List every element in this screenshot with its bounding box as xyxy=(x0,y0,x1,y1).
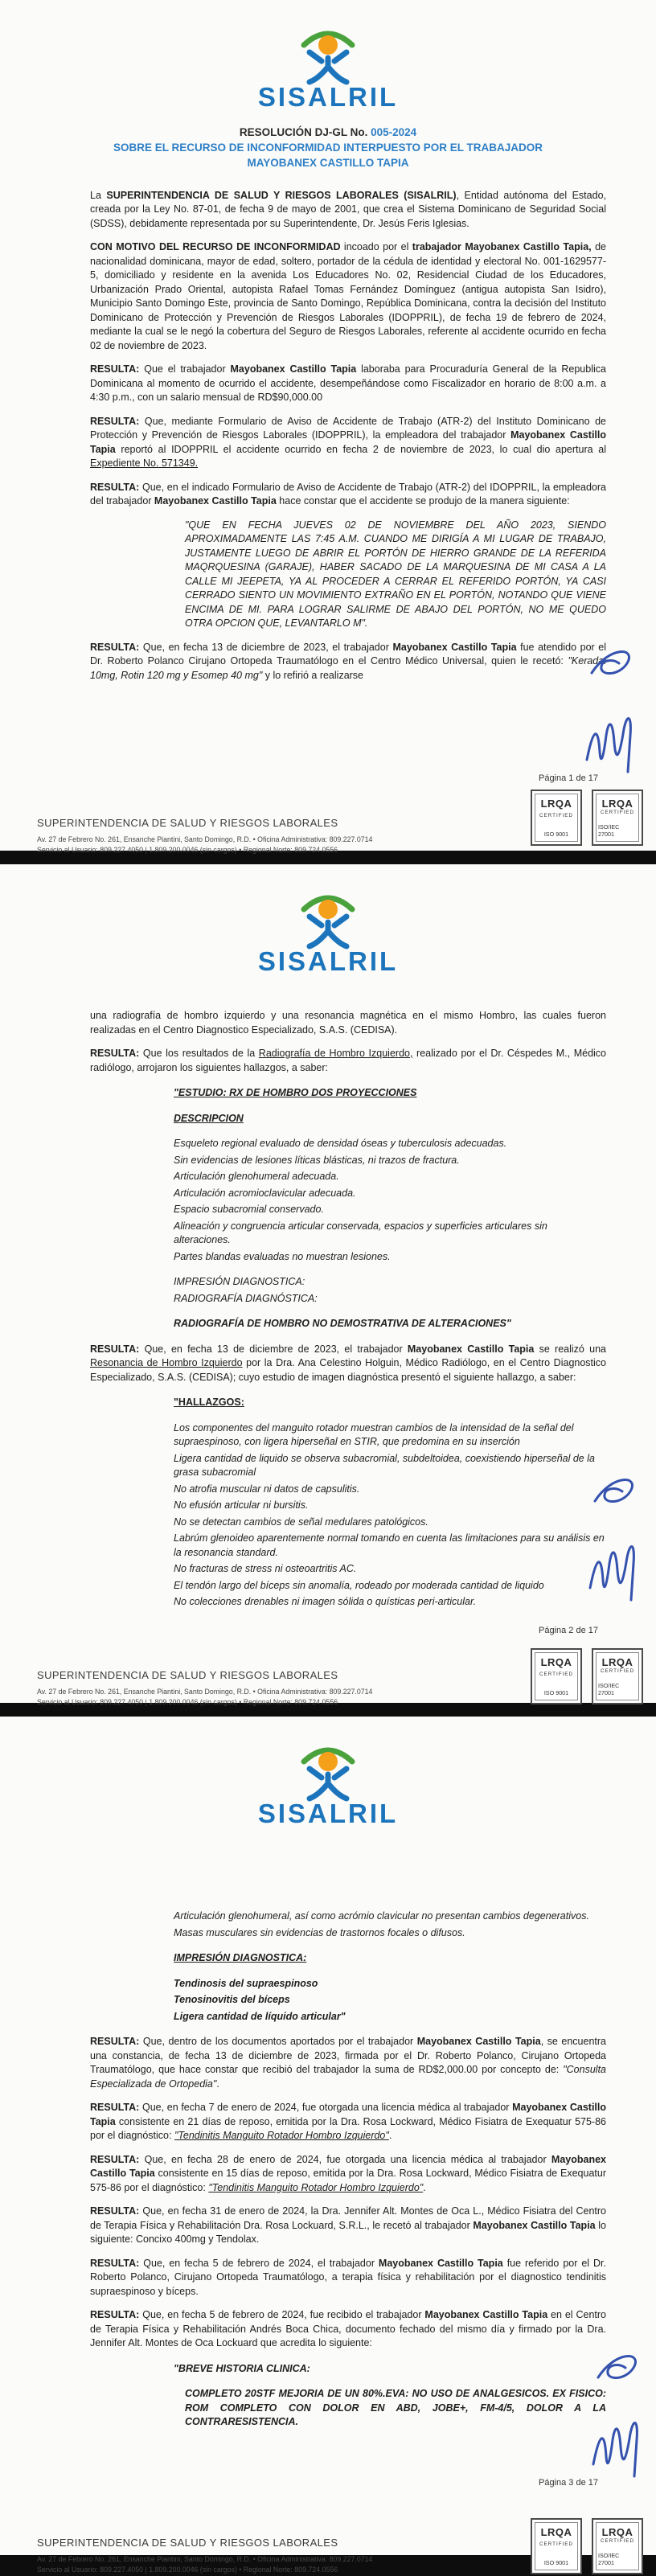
lrqa-iso9001-badge xyxy=(531,790,582,846)
diagnosis-line xyxy=(174,1977,606,1991)
study-heading xyxy=(174,1086,606,1101)
certified-label: CERTIFIED xyxy=(600,1667,635,1674)
text-segment: Mayobanex Castillo Tapia xyxy=(416,2036,541,2047)
document-page-3 xyxy=(0,1717,656,2574)
resulta-clause xyxy=(90,2308,606,2351)
text-segment: RESULTA: xyxy=(90,641,140,653)
page-footer xyxy=(37,817,372,856)
intro-paragraph xyxy=(90,189,606,232)
text-segment: realizado por el Dr. Céspedes M., Médico radiólogo, arrojaron los siguientes hallazgos, a saber: xyxy=(90,1048,607,1073)
certification-badges xyxy=(531,1648,643,1704)
text-segment: de nacionalidad dominicana, mayor de edad, soltero, portador de la cédula de identidad y electoral No. 001-1629577-5, domiciliado y residente en la avenida Los Educadores No. 02, Residencial Ciudad de los Educadores, Urbanización Prado Oriental, autopista Rafael Tomas Fernández Domínguez (antigua autopista San Isidro), Municipio Santo Domingo Este, provincia de Santo Domingo, República Dominicana, contra la decisión del Instituto Dominicano de Protección y Prevención de Riesgos Laborales (IDOPPRIL), de fecha 19 de febrero de 2024, mediante la cual se le negó la cobertura del Seguro de Riesgos Laborales, referente al accidente ocurrido en fecha 02 de noviembre de 2023. xyxy=(90,241,606,351)
text-segment: Expediente No. 571349. xyxy=(90,457,199,470)
text-segment: RESULTA: xyxy=(90,481,140,493)
impression-line xyxy=(174,1292,606,1306)
description-heading xyxy=(174,1112,606,1126)
certification-badges xyxy=(531,2518,643,2574)
text-segment: IMPRESIÓN DIAGNOSTICA: xyxy=(174,1952,307,1963)
footer-contact: Servicio al Usuario: 809.227.4050 | 1.809.200.0046 (sin cargos) • Regional Norte: 809.724.0556 xyxy=(37,2566,338,2574)
diagnosis-line xyxy=(174,2010,606,2024)
resulta-clause xyxy=(90,481,606,509)
text-segment: Mayobanex Castillo Tapia xyxy=(154,495,277,507)
resolution-title xyxy=(0,125,656,171)
text-segment: IMPRESIÓN DIAGNOSTICA: xyxy=(174,1276,305,1287)
text-segment: "Tendinitis Manguito Rotador Hombro Izquierdo" xyxy=(174,2130,389,2141)
badge-frame xyxy=(596,2522,639,2570)
text-segment: RESULTA: xyxy=(90,2257,140,2269)
text-segment: , Entidad autónoma del Estado, creada por la Ley No. 87-01, de fecha 9 de mayo de 2001, que crea el Sistema Dominicano de Seguridad Social (SDSS), debidamente representada por su Superintendente, Dr. Jesús Feris Iglesias. xyxy=(90,189,606,229)
page-number: Página 1 de 17 xyxy=(538,773,598,783)
text-segment: Ligera cantidad de liquido se observa subacromial, subdeltoidea, coexistiendo hiperseñal de la grasa subacromial xyxy=(174,1452,595,1478)
resulta-clause xyxy=(90,1343,606,1385)
lrqa-brand-text: LRQA xyxy=(601,1656,633,1668)
sisalril-figure-icon xyxy=(280,21,376,85)
logo-wordmark: SISALRIL xyxy=(257,82,399,112)
text-segment: . xyxy=(216,2078,219,2090)
sisalril-logo xyxy=(0,864,656,977)
accident-description-quote xyxy=(185,519,606,631)
text-segment: Mayobanex Castillo Tapia xyxy=(424,2309,548,2320)
certified-label: CERTIFIED xyxy=(600,2537,635,2544)
badge-frame xyxy=(596,1652,639,1700)
finding-line xyxy=(174,1421,606,1450)
text-segment: La xyxy=(90,189,107,201)
resolution-number: 005-2024 xyxy=(371,126,417,138)
finding-line xyxy=(174,1187,606,1201)
page-number: Página 3 de 17 xyxy=(538,2478,598,2488)
text-segment: Alineación y congruencia articular conservada, espacios y superficies articulares sin alteraciones. xyxy=(174,1220,547,1245)
text-segment: Masas musculares sin evidencias de trastornos focales o difusos. xyxy=(174,1926,465,1938)
sisalril-logo xyxy=(0,0,656,113)
lrqa-brand-text: LRQA xyxy=(540,1656,572,1668)
footer-org-name: SUPERINTENDENCIA DE SALUD Y RIESGOS LABORALES xyxy=(37,2537,338,2549)
iso-standard-label: ISO 9001 xyxy=(543,1689,569,1696)
text-segment: RESULTA: xyxy=(90,363,140,375)
page-content xyxy=(0,1829,656,2430)
text-segment: RESULTA: xyxy=(90,1048,140,1059)
text-segment: fue referido por el Dr. Roberto Polanco, Cirujano Ortopeda Traumatólogo, a terapia física y rehabilitación por el diagnostico tendinitis supraespinoso y bíceps. xyxy=(90,2257,606,2297)
lrqa-brand-text: LRQA xyxy=(601,798,633,810)
iso-standard-label: ISO/IEC 27001 xyxy=(598,1682,620,1696)
badge-frame xyxy=(535,1652,578,1700)
text-segment: consistente en 21 días de reposo, emitida por la Dra. Rosa Lockward, Médico Fisiatra de Exequatur 575-86 por el diagnóstico: xyxy=(90,2115,606,2141)
finding-line xyxy=(174,1909,606,1924)
text-segment: RESULTA: xyxy=(90,2309,140,2320)
certified-label: CERTIFIED xyxy=(539,1672,574,1677)
lrqa-brand-text: LRQA xyxy=(601,2526,633,2538)
text-segment: Que, en fecha 5 de febrero de 2024, fue recibido el trabajador xyxy=(139,2309,425,2320)
certification-badges xyxy=(531,790,643,846)
text-segment: "BREVE HISTORIA CLINICA: xyxy=(174,2362,310,2374)
badge-frame xyxy=(596,794,639,842)
text-segment: RADIOGRAFÍA DE HOMBRO NO DEMOSTRATIVA DE ALTERACIONES" xyxy=(174,1318,511,1329)
footer-address: Av. 27 de Febrero No. 261, Ensanche Piantini, Santo Domingo, R.D. • Oficina Administrativa: 809.227.0714 xyxy=(37,1688,373,1696)
text-segment: Que, dentro de los documentos aportados por el trabajador xyxy=(139,2036,417,2047)
text-segment: Resonancia de Hombro Izquierdo xyxy=(90,1357,243,1368)
text-segment: , se encuentra una constancia, de fecha 13 de diciembre de 2023, firmada por el Dr. Roberto Polanco, Cirujano Ortopeda Traumatólogo, que hace constar que recibió del trabajador la suma de RD$2,000.00 por concepto de: xyxy=(90,2036,606,2075)
page-number: Página 2 de 17 xyxy=(538,1626,598,1635)
text-segment: hace constar que el accidente se produjo de la manera siguiente: xyxy=(276,495,570,507)
text-segment: Que, en fecha 31 de enero de 2024, la Dra. Jennifer Alt. Montes de Oca L., Médico Fisiatra del Centro de Terapia Física y Rehabilitación Dra. Rosa Lockuard, S.R.L., le recetó al trabajador xyxy=(90,2205,606,2231)
text-segment: reportó al IDOPPRIL el accidente ocurrido en fecha 2 de noviembre de 2023, lo cual dio apertura al xyxy=(115,443,606,455)
footer-org-name: SUPERINTENDENCIA DE SALUD Y RIESGOS LABORALES xyxy=(37,1669,338,1681)
text-segment: No atrofia muscular ni datos de capsulitis. xyxy=(174,1483,360,1495)
text-segment: una radiografía de hombro izquierdo y una resonancia magnética en el mismo Hombro, las cuales fueron realizadas en el Centro Diagnostico Especializado, S.A.S. (CEDISA). xyxy=(90,1010,606,1036)
resulta-clause xyxy=(90,2257,606,2299)
text-segment: Mayobanex Castillo Tapia xyxy=(407,1343,535,1355)
footer-address: Av. 27 de Febrero No. 261, Ensanche Piantini, Santo Domingo, R.D. • Oficina Administrativa: 809.227.0714 xyxy=(37,835,373,843)
text-segment: Articulación glenohumeral adecuada. xyxy=(174,1171,339,1182)
iso-standard-label: ISO 9001 xyxy=(543,831,569,838)
text-segment: No efusión articular ni bursitis. xyxy=(174,1499,309,1511)
text-segment: RESULTA: xyxy=(90,1343,140,1355)
resulta-clause xyxy=(90,641,606,683)
text-segment: trabajador Mayobanex Castillo Tapia, xyxy=(412,241,592,253)
finding-line xyxy=(174,1203,606,1217)
document-page-2 xyxy=(0,864,656,1706)
text-segment: RADIOGRAFÍA DIAGNÓSTICA: xyxy=(174,1292,318,1304)
sisalril-figure-icon xyxy=(280,1737,376,1802)
text-segment: Ligera cantidad de líquido articular" xyxy=(174,2010,346,2022)
text-segment: por la Dra. Ana Celestino Holguin, Médico Radiólogo, en el Centro Diagnostico Especializado, S.A.S. (CEDISA); cuyo estudio de imagen diagnóstica presentó el siguiente hallazgo, a saber: xyxy=(90,1357,606,1383)
text-segment: RESULTA: xyxy=(90,415,140,427)
text-segment: Espacio subacromial conservado. xyxy=(174,1204,324,1215)
resolution-title-line1 xyxy=(0,125,656,141)
finding-line xyxy=(174,1154,606,1168)
text-segment: Sin evidencias de lesiones líticas blásticas, ni trazos de fractura. xyxy=(174,1154,460,1166)
text-segment: incoado por el xyxy=(340,241,412,253)
footer-contact: Servicio al Usuario: 809.227.4050 | 1.809.200.0046 (sin cargos) • Regional Norte: 809.724.0556 xyxy=(37,1698,338,1706)
certified-label: CERTIFIED xyxy=(539,2541,574,2547)
iso-standard-label: ISO 9001 xyxy=(543,2559,569,2566)
text-segment: Tendinosis del supraespinoso xyxy=(174,1977,318,1989)
text-segment: Partes blandas evaluadas no muestran lesiones. xyxy=(174,1250,391,1262)
text-segment: laboraba para Procuraduría General de la Republica Dominicana al momento de ocurrido el accidente, desempeñándose como Fiscalizador en horario de 8:00 a.m. a 4:30 p.m., con un salario mensual de RD$90,000.00 xyxy=(90,363,606,404)
text-segment: Que, mediante Formulario de Aviso de Accidente de Trabajo (ATR-2) del Instituto Dominicano de Protección y Prevención de Riesgos Laborales (IDOPPRIL), la empleadora del trabajador xyxy=(90,415,606,441)
lrqa-brand-text: LRQA xyxy=(540,798,572,810)
text-segment: Que, en fecha 28 de enero de 2024, fue otorgada una licencia médica al trabajador xyxy=(139,2153,551,2165)
text-segment: Labrúm glenoideo aparentemente normal tomando en cuenta las limitaciones para su análisis en la resonancia standard. xyxy=(174,1532,605,1558)
text-segment: "Keradal 10mg, Rotin 120 mg y Esomep 40 mg" xyxy=(90,655,606,681)
text-segment: Que, en fecha 13 de diciembre de 2023, el trabajador xyxy=(139,1343,408,1355)
text-segment: Mayobanex Castillo Tapia xyxy=(378,2257,503,2269)
lrqa-iso9001-badge xyxy=(531,2518,582,2574)
resulta-clause xyxy=(90,1047,606,1075)
finding-line xyxy=(174,1250,606,1265)
text-segment: y lo refirió a realizarse xyxy=(262,669,364,681)
resulta-clause xyxy=(90,2101,606,2143)
text-segment: No se detectan cambios de señal medulares patológicos. xyxy=(174,1516,428,1528)
continuation-paragraph xyxy=(90,1009,606,1037)
text-segment: Mayobanex Castillo Tapia xyxy=(392,641,517,653)
footer-address: Av. 27 de Febrero No. 261, Ensanche Piantini, Santo Domingo, R.D. • Oficina Administrativa: 809.227.0714 xyxy=(37,2555,373,2563)
text-segment: Que, en el indicado Formulario de Aviso de Accidente de Trabajo (ATR-2) del IDOPPRIL, la empleadora del trabajador xyxy=(90,481,606,507)
resulta-clause xyxy=(90,2205,606,2247)
text-segment: Mayobanex Castillo Tapia xyxy=(473,2219,596,2231)
text-segment: en el Centro de Terapia Física y Rehabilitación Andrés Boca Chica, documento fechado del mismo día y firmado por la Dra. Jennifer Alt. Montes de Oca Lockuard que acredita lo siguiente: xyxy=(90,2309,606,2348)
motivo-paragraph xyxy=(90,240,606,353)
text-segment: consistente en 15 días de reposo, emitida por la Dra. Rosa Lockward, Médico Fisiatra de Exequatur 575-86 por el diagnóstico: xyxy=(90,2168,606,2193)
text-segment: . xyxy=(388,2130,392,2141)
finding-line xyxy=(174,1516,606,1530)
handwritten-signature xyxy=(580,1467,653,1636)
text-segment: Radiografía de Hombro Izquierdo, xyxy=(258,1048,413,1059)
resulta-clause xyxy=(90,2153,606,2196)
certified-label: CERTIFIED xyxy=(600,809,635,815)
text-segment: RESULTA: xyxy=(90,2036,140,2047)
finding-line xyxy=(174,1499,606,1513)
finding-line xyxy=(174,1532,606,1560)
finding-line xyxy=(174,1170,606,1184)
diagnosis-line xyxy=(174,1993,606,2008)
text-segment: Que los resultados de la xyxy=(139,1048,259,1059)
text-segment: Que, en fecha 5 de febrero de 2024, el trabajador xyxy=(139,2257,379,2269)
finding-line xyxy=(174,1452,606,1480)
title-prefix: RESOLUCIÓN DJ-GL No. xyxy=(239,126,371,138)
text-segment: . xyxy=(423,2181,426,2193)
logo-wordmark: SISALRIL xyxy=(257,946,399,976)
iso-standard-label: ISO/IEC 27001 xyxy=(598,823,620,838)
clinical-history-text xyxy=(185,2387,606,2430)
badge-frame xyxy=(535,2522,578,2570)
text-segment: CON MOTIVO DEL RECURSO DE INCONFORMIDAD xyxy=(90,241,341,253)
text-segment: Tenosinovitis del bíceps xyxy=(174,1994,290,2005)
text-segment: Los componentes del manguito rotador muestran cambios de la intensidad de la señal del supraespinoso, con ligera hiperseñal en STIR, que predomina en su inserción xyxy=(174,1421,574,1447)
footer-org-name: SUPERINTENDENCIA DE SALUD Y RIESGOS LABORALES xyxy=(37,817,338,829)
text-segment: Mayobanex Castillo Tapia xyxy=(90,2102,606,2127)
clinical-history-heading xyxy=(174,2362,606,2377)
text-segment: fue atendido por el Dr. Roberto Polanco Cirujano Ortopeda Traumatólogo en el Centro Médico Universal, quien le recetó: xyxy=(90,641,606,667)
finding-line xyxy=(174,1579,606,1594)
text-segment: COMPLETO 20STF MEJORIA DE UN 80%.EVA: NO USO DE ANALGESICOS. EX FISICO: ROM COMPLETO CON DOLOR EN ABD, JOBE+, FM-4/5, DOLOR A LA CONTRARESISTENCIA. xyxy=(185,2388,606,2427)
text-segment: Mayobanex Castillo Tapia xyxy=(230,363,357,375)
finding-line xyxy=(174,1562,606,1577)
text-segment: SUPERINTENDENCIA DE SALUD Y RIESGOS LABORALES (SISALRIL) xyxy=(106,189,457,201)
text-segment: lo siguiente: Concixo 400mg y Tendolax. xyxy=(90,2219,606,2245)
text-segment: Que, en fecha 7 de enero de 2024, fue otorgada una licencia médica al trabajador xyxy=(139,2102,513,2113)
lrqa-iso9001-badge xyxy=(531,1648,582,1704)
text-segment: Articulación acromioclavicular adecuada. xyxy=(174,1187,356,1199)
sisalril-figure-icon xyxy=(280,885,376,950)
badge-frame xyxy=(535,794,578,842)
finding-line xyxy=(174,1137,606,1151)
logo-wordmark: SISALRIL xyxy=(257,1799,399,1828)
finding-line xyxy=(174,1483,606,1497)
text-segment: "ESTUDIO: RX DE HOMBRO DOS PROYECCIONES xyxy=(174,1087,417,1098)
text-segment: Esqueleto regional evaluado de densidad óseas y tuberculosis adecuadas. xyxy=(174,1138,507,1149)
impression-heading xyxy=(174,1951,606,1966)
page-footer xyxy=(37,1669,372,1708)
impression-conclusion xyxy=(174,1317,606,1331)
text-segment: Mayobanex Castillo Tapia xyxy=(90,2153,606,2179)
resulta-clause xyxy=(90,415,606,471)
finding-line xyxy=(174,1926,606,1941)
text-segment: RESULTA: xyxy=(90,2153,140,2165)
finding-line xyxy=(174,1220,606,1248)
certified-label: CERTIFIED xyxy=(539,813,574,818)
document-page-1 xyxy=(0,0,656,854)
text-segment: Que el trabajador xyxy=(139,363,231,375)
text-segment: RESULTA: xyxy=(90,2205,140,2217)
sisalril-logo xyxy=(0,1717,656,1829)
lrqa-iso27001-badge xyxy=(592,790,643,846)
resulta-clause xyxy=(90,363,606,405)
page-footer xyxy=(37,2537,372,2576)
text-segment: No fracturas de stress ni osteoartritis AC. xyxy=(174,1563,357,1574)
hallazgos-heading xyxy=(174,1396,606,1410)
resulta-clause xyxy=(90,2035,606,2091)
text-segment: Que, en fecha 13 de diciembre de 2023, el trabajador xyxy=(139,641,393,653)
text-segment: "Consulta Especializada de Ortopedia" xyxy=(90,2064,606,2090)
text-segment: Articulación glenohumeral, así como acrómio clavicular no presentan cambios degenerativos. xyxy=(174,1910,589,1922)
footer-contact: Servicio al Usuario: 809.227.4050 | 1.809.200.0046 (sin cargos) • Regional Norte: 809.724.0556 xyxy=(37,846,338,854)
text-segment: "Tendinitis Manguito Rotador Hombro Izquierdo" xyxy=(208,2181,424,2193)
lrqa-iso27001-badge xyxy=(592,2518,643,2574)
text-segment: Mayobanex Castillo Tapia xyxy=(90,429,606,455)
text-segment: "HALLAZGOS: xyxy=(174,1397,244,1408)
text-segment: se realizó una xyxy=(534,1343,606,1355)
text-segment: RESULTA: xyxy=(90,2102,140,2113)
impression-line xyxy=(174,1275,606,1290)
lrqa-brand-text: LRQA xyxy=(540,2526,572,2538)
text-segment: "QUE EN FECHA JUEVES 02 DE NOVIEMBRE DEL AÑO 2023, SIENDO APROXIMADAMENTE LAS 7:45 A.M. CUANDO ME DIRIGÍA A MI LUGAR DE TRABAJO, JUSTAMENTE LUEGO DE ABRIR EL PORTÓN DE HIERRO GRANDE DE LA REFERIDA MAQRQUESINA (GARAJE), HABER SACADO DE LA MARQUESINA DE MI CASA A LA CALLE MI JEEPETA, YA AL PROCEDER A CERRAR EL REFERIDO PORTÓN, YA CASI CERRADO SIENTO UN MOVIMIENTO EXTRAÑO EN EL PORTÓN, NOTANDO QUE VIENE ENCIMA DE MI. PARA LOGRAR SALIRME DE ABAJO DEL PORTÓN, NO ME QUEDO OTRA OPCION QUE, LEVANTARLO M". xyxy=(185,519,606,630)
iso-standard-label: ISO/IEC 27001 xyxy=(598,2552,620,2566)
lrqa-iso27001-badge xyxy=(592,1648,643,1704)
text-segment: El tendón largo del bíceps sin anomalía, rodeado por moderada cantidad de liquido xyxy=(174,1579,544,1591)
title-subject: SOBRE EL RECURSO DE INCONFORMIDAD INTERPUESTO POR EL TRABAJADOR MAYOBANEX CASTILLO TAPIA xyxy=(113,141,543,169)
page-content xyxy=(0,171,656,683)
page-content xyxy=(0,977,656,1610)
finding-line xyxy=(174,1595,606,1610)
text-segment: No colecciones drenables ni imagen sólida o quísticas peri-articular. xyxy=(174,1596,477,1607)
text-segment: DESCRIPCION xyxy=(174,1112,244,1124)
